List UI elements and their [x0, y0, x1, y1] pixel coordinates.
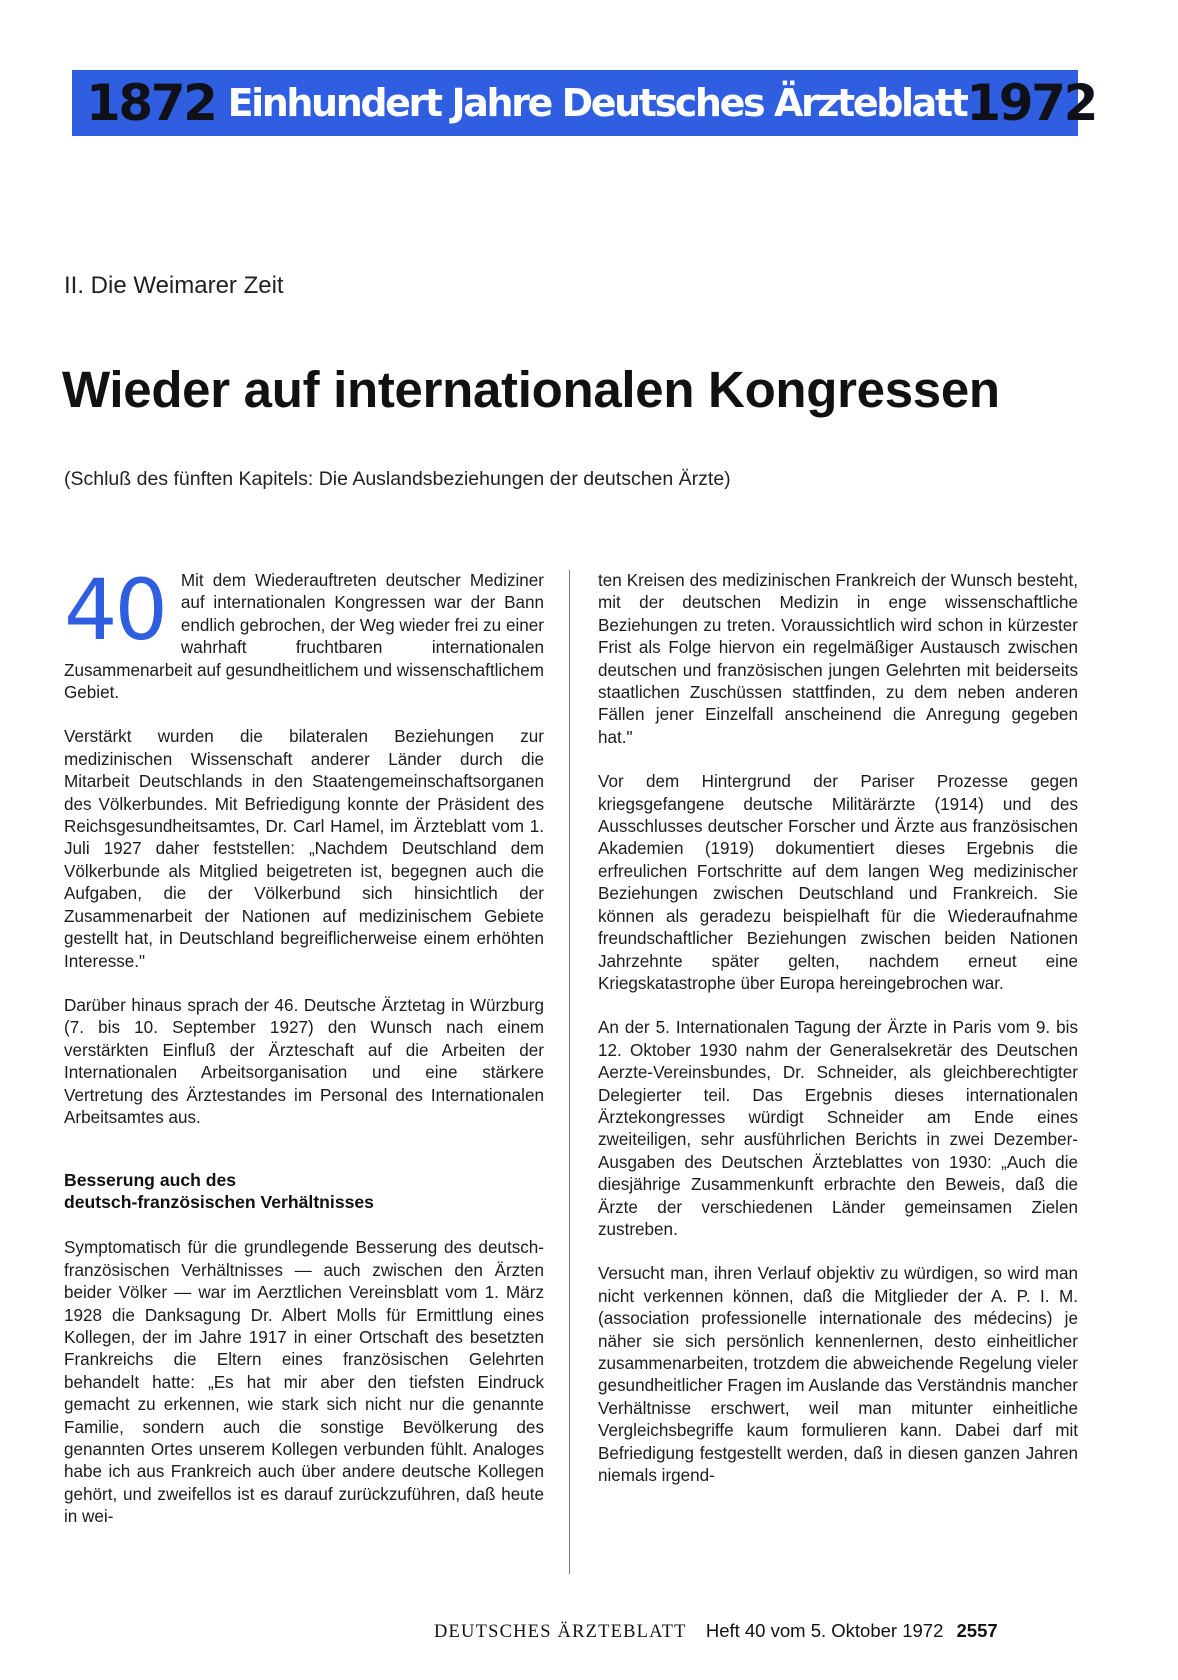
paragraph: ten Kreisen des medizinischen Frankreich der Wunsch besteht, mit der deutschen Medizin in enge wissenschaftliche Beziehungen zu treten. Voraussichtlich wird schon in kürzester Frist als Folge hiervon ein regelmäßiger Austausch zwischen deutschen und französischen jungen Gelehrten mit beiderseits staatlichen Zuschüssen stattfinden, zu dem neben anderen Fällen jener Einzelfall anscheinend die Anregung gegeben hat."	[598, 571, 1078, 747]
page-footer	[434, 1620, 998, 1643]
article-title: Wieder auf internationalen Kongressen	[62, 361, 1000, 418]
banner-year-end: 1972	[966, 74, 1096, 132]
section-heading-line: deutsch-französischen Verhältnisses	[64, 1192, 374, 1213]
paragraph: Symptomatisch für die grundlegende Besserung des deutsch-französischen Verhältnisses — auch zwischen den Ärzten beider Völker — war im Aerztlichen Vereinsblatt vom 1. März 1928 die Danksagung Dr. Albert Molls für Ermittlung eines Kollegen, der im Jahre 1917 in einer Ortschaft des besetzten Frankreichs die Eltern eines französischen Gelehrten behandelt hatte: „Es hat mir aber den tiefsten Eindruck gemacht zu erkennen, wie stark sich nicht nur die genannte Familie, sondern auch die sonstige Bevölkerung des genannten Ortes unserem Kollegen verbunden fühlt. Analoges habe ich aus Frankreich auch über andere deutsche Kollegen gehört, und zweifellos ist es darauf zurückzuführen, daß heute in wei-	[64, 1238, 544, 1527]
paragraph: Verstärkt wurden die bilateralen Beziehungen zur medizinischen Wissenschaft anderer Länder durch die Mitarbeit Deutschlands in den Staatengemeinschaftsorganen des Völkerbundes. Mit Befriedigung konnte der Präsident des Reichsgesundheitsamtes, Dr. Carl Hamel, im Ärzteblatt vom 1. Juli 1927 daher feststellen: „Nachdem Deutschland dem Völkerbunde als Mitglied beigetreten ist, begegnen auch die Aufgaben, die der Völkerbund sich hinsichtlich der Zusammenarbeit der Nationen auf medizinischem Gebiete gestellt hat, in Deutschland begreiflicherweise einem erhöhten Interesse."	[64, 727, 544, 971]
paragraph: Darüber hinaus sprach der 46. Deutsche Ärztetag in Würzburg (7. bis 10. September 1927) den Wunsch nach einem verstärkten Einfluß der Ärzteschaft auf die Arbeiten der Internationalen Arbeitsorganisation und eine stärkere Vertretung des Ärztestandes im Personal des Internationalen Arbeitsamtes aus.	[64, 995, 544, 1127]
paragraph: Vor dem Hintergrund der Pariser Prozesse gegen kriegsgefangene deutsche Militärärzte (1914) und des Ausschlusses deutscher Forscher und Ärzte aus französischen Akademien (1919) dokumentiert dieses Ergebnis die erfreulichen Fortschritte auf dem langen Weg medizinischer Beziehungen zwischen Deutschland und Frankreich. Sie können als geradezu beispielhaft für die Wiederaufnahme freundschaftlicher Beziehungen zwischen beiden Nationen Jahrzehnte später gelten, nachdem erneut eine Kriegskatastrophe über Europa hereingebrochen war.	[598, 772, 1078, 993]
page-number: 2557	[956, 1620, 998, 1641]
right-column	[598, 570, 1078, 1509]
section-heading-line: Besserung auch des	[64, 1170, 237, 1191]
centenary-banner	[72, 70, 1096, 136]
article-subtitle: (Schluß des fünften Kapitels: Die Auslandsbeziehungen der deutschen Ärzte)	[64, 468, 731, 490]
banner-year-start: 1872	[86, 74, 216, 132]
left-column	[64, 561, 544, 1551]
paragraph: Versucht man, ihren Verlauf objektiv zu würdigen, so wird man nicht verkennen können, daß die Mitglieder der A. P. I. M. (association professionelle internationale des médecins) je näher sie sich persönlich kennenlernen, desto einheitlicher zusammenarbeiten, trotzdem die abweichende Regelung vieler gesundheitlicher Fragen im Auslande das Verständnis mancher Verhältnisse erschwert, weil man mitunter einheitliche Vergleichsbegriffe kaum formulieren kann. Dabei darf mit Befriedigung festgestellt werden, daß in diesen ganzen Jahren niemals irgend-	[598, 1264, 1078, 1486]
part-label: II. Die Weimarer Zeit	[64, 272, 284, 299]
section-heading	[64, 1169, 544, 1213]
banner-title: Einhundert Jahre Deutsches Ärzteblatt	[227, 81, 967, 125]
paragraph: Mit dem Wiederauftreten deutscher Mediziner auf internationalen Kongressen war der Bann endlich gebrochen, der Weg wieder frei zu einer wahrhaft fruchtbaren internationalen Zusammenarbeit auf gesundheitlichem und wissenschaftlichem Gebiet.	[64, 571, 544, 703]
journal-name: DEUTSCHES ÄRZTEBLATT	[434, 1622, 687, 1642]
issue-info: Heft 40 vom 5. Oktober 1972	[705, 1620, 944, 1641]
column-divider	[569, 570, 570, 1574]
paragraph: An der 5. Internationalen Tagung der Ärzte in Paris vom 9. bis 12. Oktober 1930 nahm der Generalsekretär des Deutschen Aerzte-Vereinsbundes, Dr. Schneider, als gleichberechtigter Delegierter teil. Das Ergebnis dieses internationalen Ärztekongresses würdigt Schneider am Ende eines zweiteiligen, sehr ausführlichen Berichts in zwei Dezember-Ausgaben des Deutschen Ärzteblattes von 1930: „Auch die diesjährige Zusammenkunft erbrachte den Beweis, daß die Ärzte der verschiedenen Länder gemeinsamen Zielen zustreben.	[598, 1018, 1078, 1239]
section-number: 40	[64, 561, 165, 659]
